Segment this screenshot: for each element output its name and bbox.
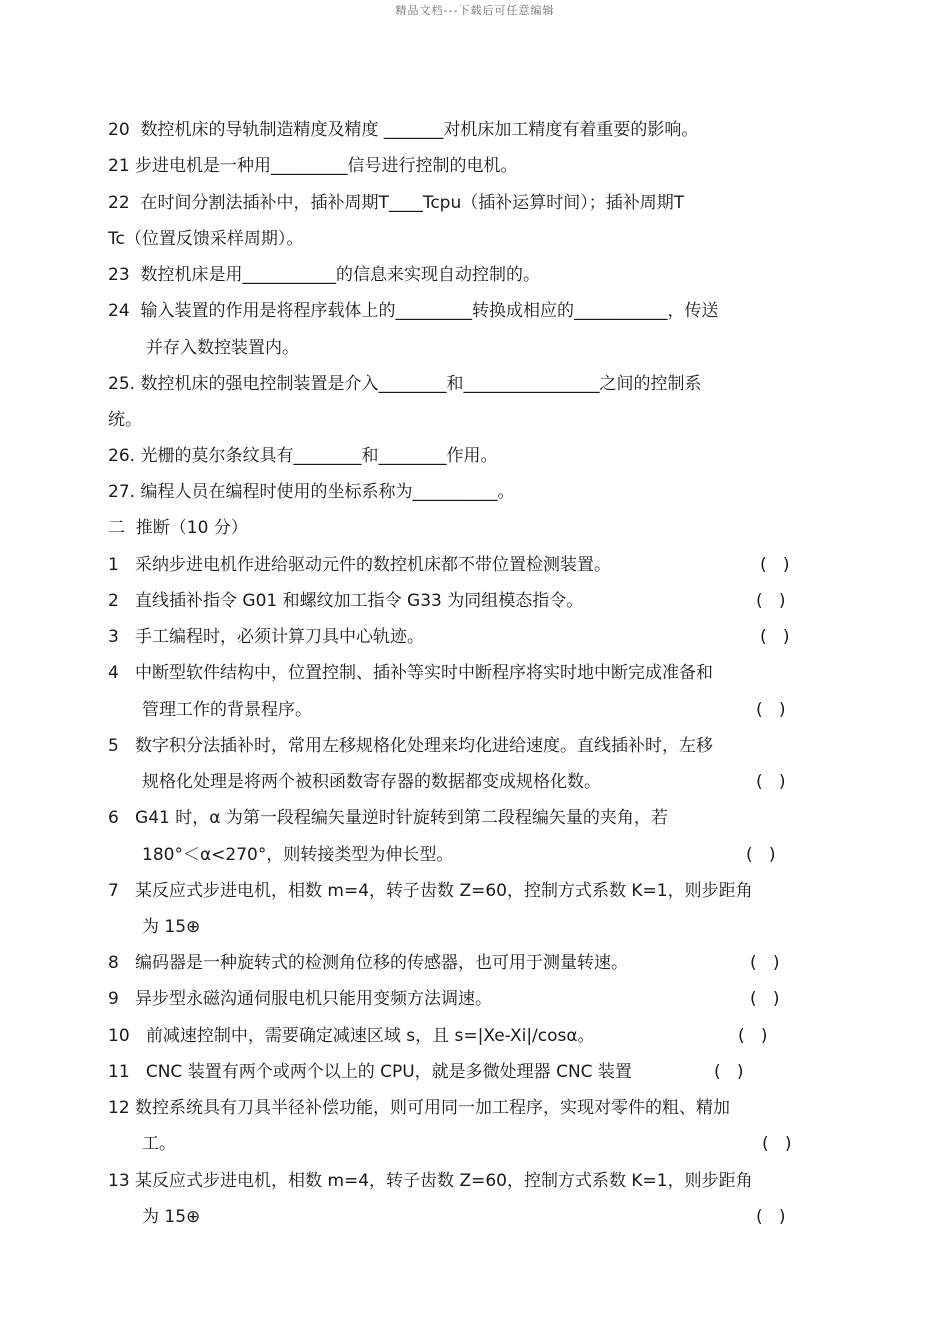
question-24-cont: 并存入数控装置内。 (146, 338, 299, 358)
judge-5: 5 数字积分法插补时，常用左移规格化处理来均化进给速度。直线插补时，左移 (108, 736, 714, 756)
question-22: 22 在时间分割法插补中，插补周期T____Tcpu（插补运算时间）；插补周期T (108, 193, 685, 213)
page-header: 精品文档---下载后可任意编辑 (395, 4, 555, 17)
judge-6: 6 G41 时，α 为第一段程编矢量逆时针旋转到第二段程编矢量的夹角，若 (108, 808, 668, 828)
judge-11: 11 CNC 装置有两个或两个以上的 CPU，就是多微处理器 CNC 装置 (108, 1062, 632, 1082)
judge-7: 7 某反应式步进电机，相数 m=4，转子齿数 Z=60，控制方式系数 K=1，则步距角 (108, 881, 753, 901)
question-22-cont: Tc（位置反馈采样周期）。 (108, 229, 304, 249)
question-20: 20 数控机床的导轨制造精度及精度 _______对机床加工精度有着重要的影响。 (108, 120, 699, 140)
judge-9: 9 异步型永磁沟通伺服电机只能用变频方法调速。 (108, 989, 493, 1009)
answer-bracket: ( ) (760, 627, 790, 647)
question-21: 21 步进电机是一种用_________信号进行控制的电机。 (108, 156, 518, 176)
judge-6-cont: 180°＜α<270°，则转接类型为伸长型。 (142, 845, 454, 865)
answer-bracket: ( ) (756, 1207, 786, 1227)
judge-5-cont: 规格化处理是将两个被积函数寄存器的数据都变成规格化数。 (142, 772, 601, 792)
judge-12-cont: 工。 (142, 1134, 176, 1154)
answer-bracket: ( ) (746, 845, 776, 865)
judge-1: 1 采纳步进电机作进给驱动元件的数控机床都不带位置检测装置。 (108, 555, 612, 575)
judge-2: 2 直线插补指令 G01 和螺纹加工指令 G33 为同组模态指令。 (108, 591, 584, 611)
judge-8: 8 编码器是一种旋转式的检测角位移的传感器，也可用于测量转速。 (108, 953, 629, 973)
answer-bracket: ( ) (738, 1026, 768, 1046)
answer-bracket: ( ) (750, 953, 780, 973)
answer-bracket: ( ) (762, 1134, 792, 1154)
judge-13-cont: 为 15⊕ (142, 1207, 201, 1227)
question-27: 27. 编程人员在编程时使用的坐标系称为__________。 (108, 482, 515, 502)
answer-bracket: ( ) (714, 1062, 744, 1082)
question-23: 23 数控机床是用___________的信息来实现自动控制的。 (108, 265, 540, 285)
question-26: 26. 光栅的莫尔条纹具有________和________作用。 (108, 446, 498, 466)
answer-bracket: ( ) (756, 772, 786, 792)
answer-bracket: ( ) (750, 989, 780, 1009)
judge-13: 13 某反应式步进电机，相数 m=4，转子齿数 Z=60，控制方式系数 K=1，则步距角 (108, 1171, 753, 1191)
judge-10: 10 前减速控制中，需要确定减速区域 s，且 s=|Xe-Xi|/cosα。 (108, 1026, 595, 1046)
judge-4: 4 中断型软件结构中，位置控制、插补等实时中断程序将实时地中断完成准备和 (108, 663, 714, 683)
question-25-cont: 统。 (108, 410, 142, 430)
answer-bracket: ( ) (760, 555, 790, 575)
answer-bracket: ( ) (756, 700, 786, 720)
question-24: 24 输入装置的作用是将程序载体上的_________转换成相应的___________，传送 (108, 301, 719, 321)
answer-bracket: ( ) (756, 591, 786, 611)
judge-4-cont: 管理工作的背景程序。 (142, 700, 312, 720)
question-25: 25. 数控机床的强电控制装置是介入________和________________之间的控制系 (108, 374, 702, 394)
judge-3: 3 手工编程时，必须计算刀具中心轨迹。 (108, 627, 425, 647)
judge-12: 12 数控系统具有刀具半径补偿功能，则可用同一加工程序，实现对零件的粗、精加 (108, 1098, 731, 1118)
judge-7-cont: 为 15⊕ (142, 917, 201, 937)
section-title: 二 推断（10 分） (108, 518, 248, 538)
